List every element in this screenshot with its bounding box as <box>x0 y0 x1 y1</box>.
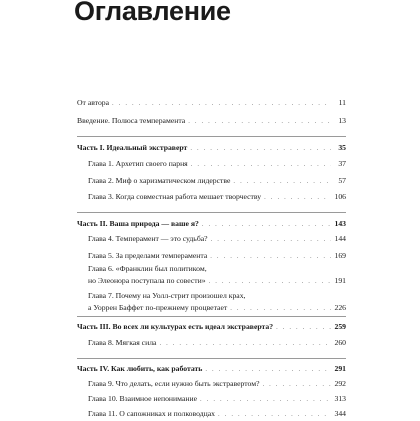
dot-leader <box>202 219 331 231</box>
toc-entry-label: Глава 9. Что делать, если нужно быть экстравертом? <box>88 379 260 388</box>
toc-entry-introduction <box>77 115 346 128</box>
toc-entry-label: Часть II. Ваша природа — ваше я? <box>77 219 199 228</box>
section-divider <box>77 358 346 359</box>
dot-leader <box>233 176 331 188</box>
toc-entry-preface <box>77 97 346 110</box>
dot-leader <box>112 98 331 110</box>
section-divider <box>77 136 346 137</box>
toc-chapter-9 <box>88 378 346 391</box>
toc-entry-label: Глава 1. Архетип своего парня <box>88 159 188 168</box>
toc-entry-page: 11 <box>338 98 346 107</box>
toc-entry-page: 57 <box>338 176 346 185</box>
toc-entry-label-continued: но Элеонора поступала по совести» <box>88 276 206 285</box>
dot-leader <box>230 303 331 315</box>
toc-entry-label-continued: а Уоррен Баффет по-прежнему процветает <box>88 303 228 312</box>
toc-chapter-5 <box>88 250 346 263</box>
dot-leader <box>200 394 331 406</box>
toc-entry-label: Глава 11. О сапожниках и полководцах <box>88 409 216 418</box>
toc-entry-page: 37 <box>338 159 346 168</box>
page-title: Оглавление <box>74 0 231 26</box>
toc-entry-page: 344 <box>334 409 346 418</box>
toc-entry-page: 291 <box>334 364 346 373</box>
toc-entry-page: 35 <box>338 143 346 152</box>
toc-entry-label: Глава 10. Взаимное непонимание <box>88 394 198 403</box>
toc-chapter-2 <box>88 175 346 188</box>
dot-leader <box>276 322 331 334</box>
toc-entry-page: 169 <box>334 251 346 260</box>
toc-chapter-10 <box>88 393 346 406</box>
dot-leader <box>191 159 331 171</box>
toc-chapter-1 <box>88 158 346 171</box>
dot-leader <box>188 116 331 128</box>
dot-leader <box>205 364 331 376</box>
toc-part-1 <box>77 142 346 155</box>
toc-entry-label: Глава 2. Миф о харизматическом лидерстве <box>88 176 231 185</box>
toc-part-4 <box>77 363 346 376</box>
toc-chapter-6 <box>88 263 346 288</box>
toc-entry-label: Глава 7. Почему на Уолл-стрит произошел крах, <box>88 291 246 300</box>
section-divider <box>77 316 346 317</box>
toc-entry-label: Глава 8. Мягкая сила <box>88 338 157 347</box>
toc-entry-page: 259 <box>334 322 346 331</box>
toc-entry-page: 260 <box>334 338 346 347</box>
toc-entry-label: Глава 4. Темперамент — это судьба? <box>88 234 208 243</box>
dot-leader <box>190 143 331 155</box>
dot-leader <box>159 338 331 350</box>
toc-chapter-4 <box>88 233 346 246</box>
toc-entry-label: Глава 5. За пределами темперамента <box>88 251 208 260</box>
toc-entry-label: Глава 3. Когда совместная работа мешает творчеству <box>88 192 262 201</box>
dot-leader <box>264 192 331 204</box>
toc-entry-page: 313 <box>334 394 346 403</box>
toc-part-3 <box>77 321 346 334</box>
dot-leader <box>209 276 331 288</box>
dot-leader <box>218 409 331 421</box>
dot-leader <box>263 379 332 391</box>
toc-part-2 <box>77 218 346 231</box>
toc-entry-page: 292 <box>334 379 346 388</box>
toc-chapter-7 <box>88 290 346 315</box>
section-divider <box>77 212 346 213</box>
toc-entry-page: 144 <box>334 234 346 243</box>
toc-chapter-8 <box>88 337 346 350</box>
toc-entry-page: 143 <box>334 219 346 228</box>
toc-entry-page: 106 <box>334 192 346 201</box>
toc-entry-label: Часть IV. Как любить, как работать <box>77 364 203 373</box>
toc-entry-label: Глава 6. «Франклин был политиком, <box>88 264 207 273</box>
toc-entry-label: Введение. Полюса темперамента <box>77 116 186 125</box>
toc-entry-page: 13 <box>338 116 346 125</box>
toc-entry-label: Часть I. Идеальный экстраверт <box>77 143 188 152</box>
toc-chapter-3 <box>88 191 346 204</box>
toc-entry-page: 191 <box>334 276 346 285</box>
toc-entry-page: 226 <box>334 303 346 312</box>
dot-leader <box>210 251 331 263</box>
toc-chapter-11 <box>88 408 346 421</box>
toc-entry-label: Часть III. Во всех ли культурах есть идеал экстраверта? <box>77 322 274 331</box>
toc-entry-label: От автора <box>77 98 110 107</box>
dot-leader <box>211 234 331 246</box>
